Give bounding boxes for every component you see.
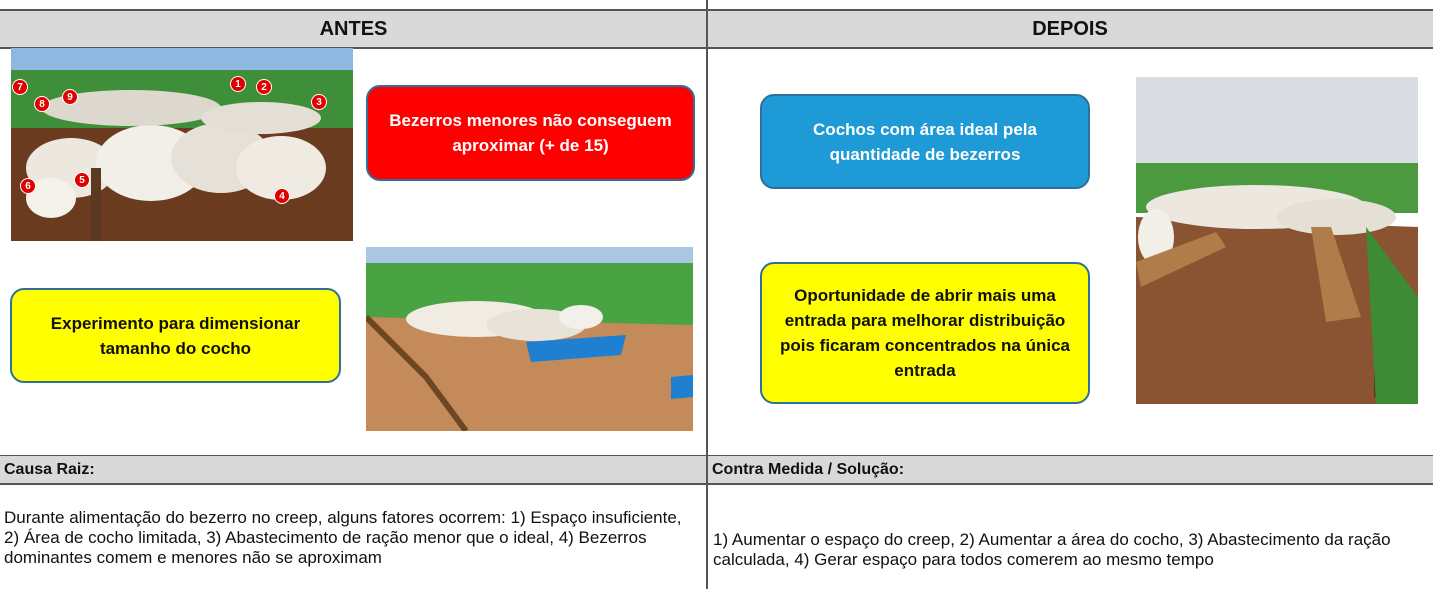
problem-box [366,85,695,181]
marker-4: 4 [274,188,290,204]
marker-8: 8 [34,96,50,112]
root-cause-label: Causa Raiz: [4,460,95,478]
header-antes-label: ANTES [319,17,388,40]
countermeasure-header [708,456,1433,483]
root-cause-header [0,456,706,483]
header-depois-label: DEPOIS [1032,17,1108,40]
marker-7: 7 [12,79,28,95]
marker-6: 6 [20,178,36,194]
photo-troughs-after [1136,77,1418,404]
photo-trough-experiment [366,247,693,431]
opportunity-text: Oportunidade de abrir mais uma entrada para melhorar distribuição pois ficaram concentrados na única entrada [779,286,1071,380]
opportunity-box [760,262,1090,404]
marker-9: 9 [62,89,78,105]
marker-3: 3 [311,94,327,110]
subheader-bottom-border [0,483,1433,485]
solution-box [760,94,1090,189]
top-border [0,9,1433,11]
column-divider [706,0,708,589]
marker-1: 1 [230,76,246,92]
problem-text: Bezerros menores não conseguem aproximar (+ de 15) [389,111,672,155]
root-cause-text: Durante alimentação do bezerro no creep, alguns fatores ocorrem: 1) Espaço insuficiente, 2) Área de cocho limitada, 3) Abastecimento de ração menor que o ideal, 4) Bezerros dominantes comem e menores não se aproximam [4,508,682,567]
experiment-text: Experimento para dimensionar tamanho do cocho [50,313,301,358]
marker-5: 5 [74,172,90,188]
header-depois [707,10,1433,48]
marker-2: 2 [256,79,272,95]
header-antes [0,10,707,48]
photo-cattle-crowded [11,48,353,241]
experiment-box [10,288,341,383]
countermeasure-label: Contra Medida / Solução: [712,460,905,478]
countermeasure-text: 1) Aumentar o espaço do creep, 2) Aumentar a área do cocho, 3) Abastecimento da ração calculada, 4) Gerar espaço para todos comerem ao mesmo tempo [713,530,1391,569]
solution-box-text: Cochos com área ideal pela quantidade de bezerros [813,119,1037,164]
